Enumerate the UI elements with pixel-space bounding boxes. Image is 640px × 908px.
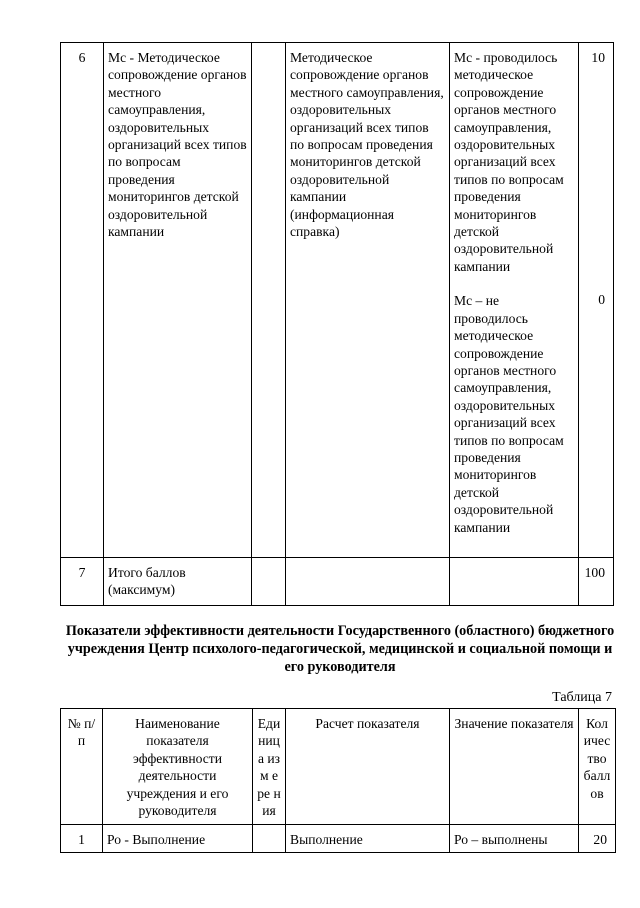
- header-unit: Еди ниц а изм ере ния: [253, 709, 286, 825]
- unit-cell: [252, 558, 286, 606]
- table-row: [61, 825, 616, 853]
- header-calc: Расчет показателя: [286, 709, 450, 825]
- value-option-b: Мс – не проводилось методическое сопровождение органов местного самоуправления, оздоровительных организаций всех типов по вопросам проведения мониторингов детской оздоровительной кампании: [454, 293, 564, 535]
- table-caption: Таблица 7: [552, 690, 612, 705]
- points-cell: 20: [579, 825, 616, 853]
- row-number: 7: [61, 558, 104, 606]
- header-points: Кол ичес тво балл ов: [579, 709, 616, 825]
- points-option-a: 10: [591, 50, 605, 65]
- header-name: Наименование показателя эффективности деятельности учреждения и его руководителя: [103, 709, 253, 825]
- indicator-name: Итого баллов (максимум): [104, 558, 252, 606]
- table-header-row: [61, 709, 616, 825]
- header-value: Значение показателя: [450, 709, 579, 825]
- section-heading: Показатели эффективности деятельности Государственного (областного) бюджетного учреждения Центр психолого-педагогической, медицинской и социальной помощи и его руководителя: [65, 623, 615, 675]
- table-row: [61, 43, 614, 558]
- value-cell: Ро – выполнены: [450, 825, 579, 853]
- points-option-b: 0: [598, 292, 605, 308]
- table-row: [61, 558, 614, 606]
- points-cell: [579, 43, 614, 558]
- indicators-table-7: [60, 708, 616, 853]
- value-cell: [450, 43, 579, 558]
- row-number: 6: [61, 43, 104, 558]
- value-cell: [450, 558, 579, 606]
- unit-cell: [253, 825, 286, 853]
- calculation-cell: [286, 558, 450, 606]
- header-num: № п/п: [61, 709, 103, 825]
- indicator-name: Мс - Методическое сопровождение органов местного самоуправления, оздоровительных организаций всех типов по вопросам проведения мониторингов детской оздоровительной кампании: [104, 43, 252, 558]
- indicators-table-continuation: [60, 42, 614, 606]
- calculation-cell: Выполнение: [286, 825, 450, 853]
- row-number: 1: [61, 825, 103, 853]
- value-option-a: Мс - проводилось методическое сопровождение органов местного самоуправления, оздоровительных организаций всех типов по вопросам проведения мониторингов детской оздоровительной кампании: [454, 50, 564, 274]
- calculation-cell: Методическое сопровождение органов местного самоуправления, оздоровительных организаций всех типов по вопросам проведения мониторингов детской оздоровительной кампании (информационная справка): [286, 43, 450, 558]
- unit-cell: [252, 43, 286, 558]
- total-points: 100: [579, 558, 614, 606]
- indicator-name: Ро - Выполнение: [103, 825, 253, 853]
